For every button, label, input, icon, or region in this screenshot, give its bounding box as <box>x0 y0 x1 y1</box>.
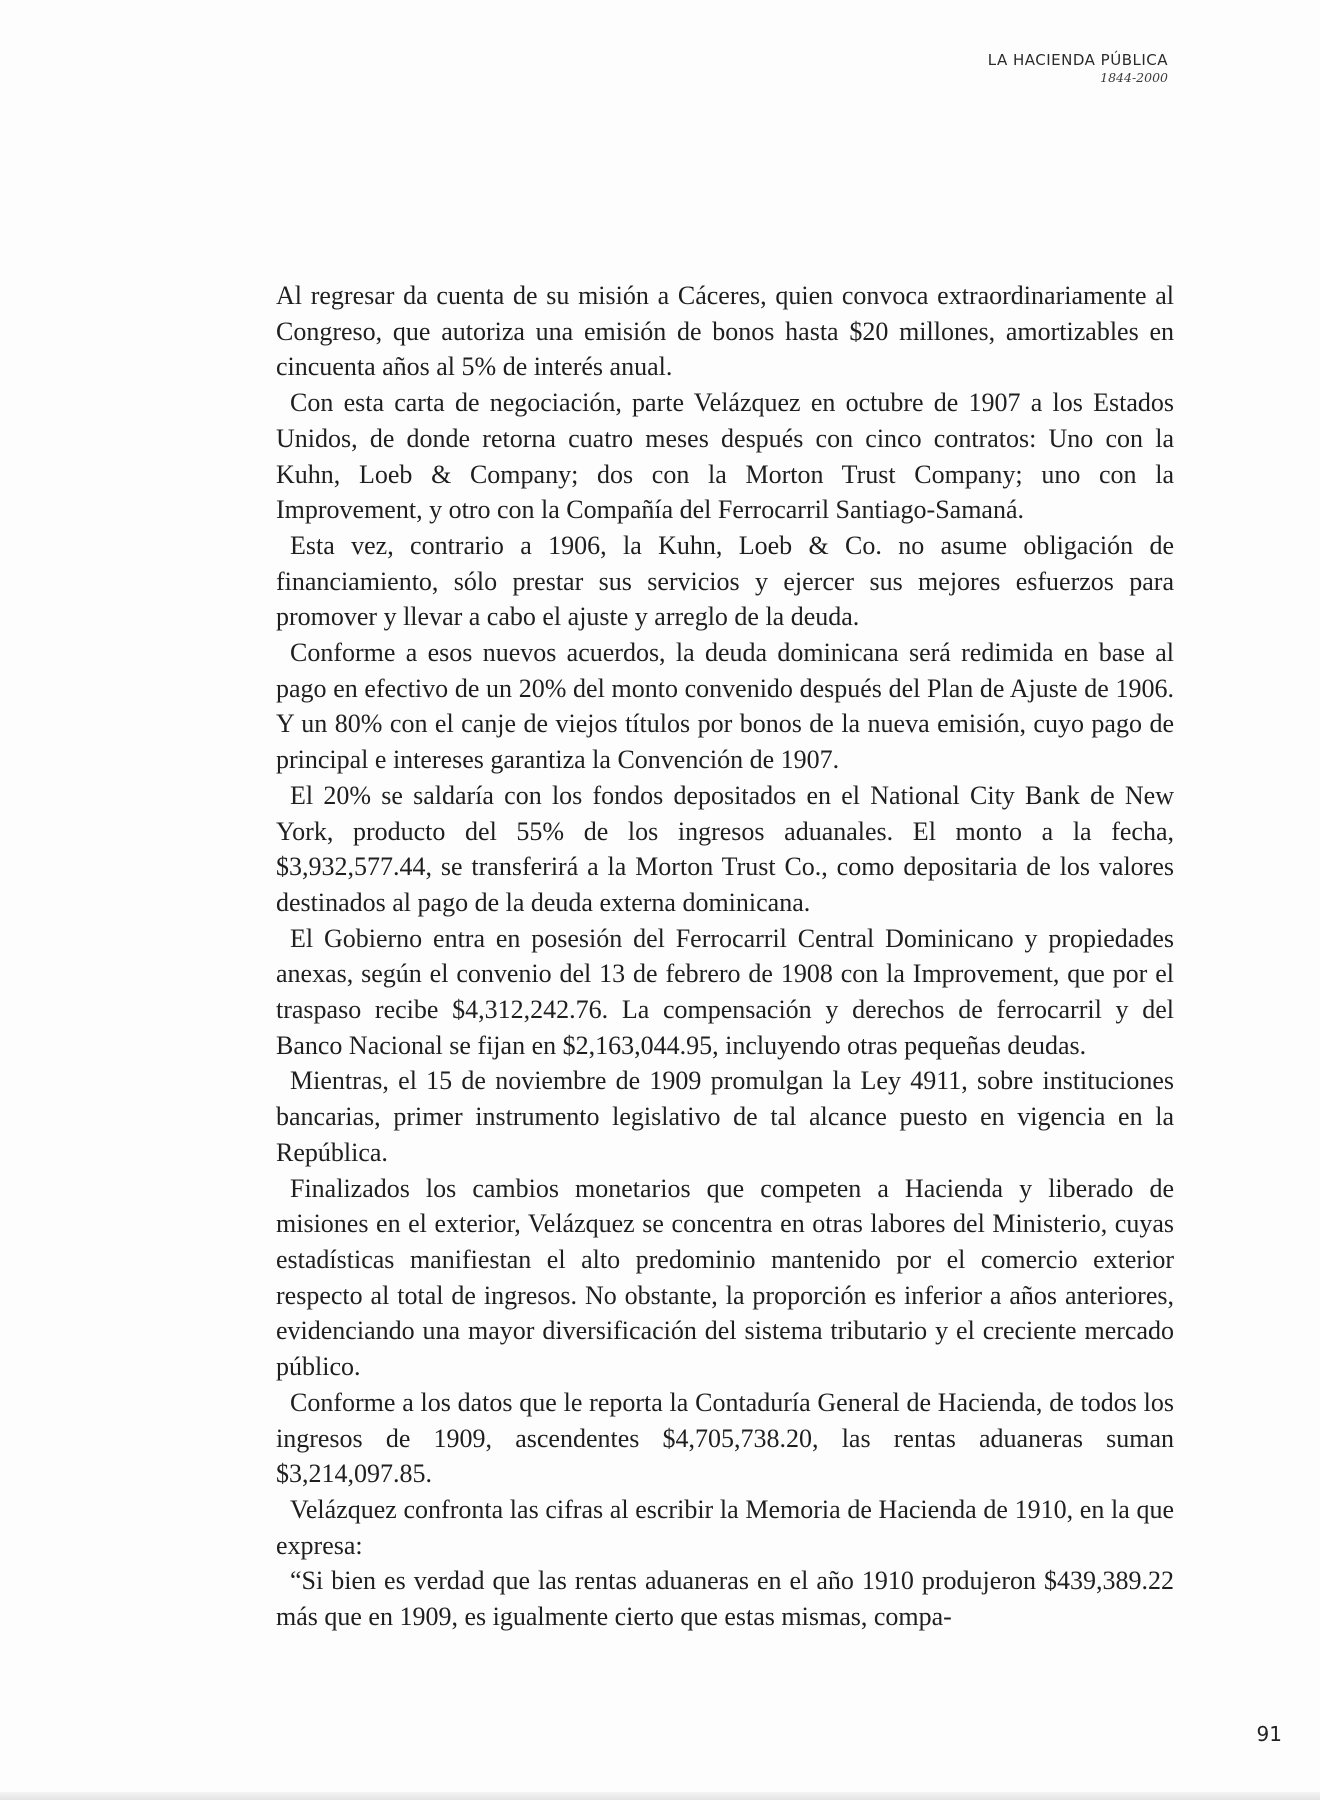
paragraph: Con esta carta de negociación, parte Velázquez en octubre de 1907 a los Estados Unidos, de donde retorna cuatro meses después con cinco contratos: Uno con la Kuhn, Loeb & Company; dos con la Morton Trust Company; uno con la Improvement, y otro con la Compañía del Ferrocarril Santiago-Samaná. <box>276 388 1174 525</box>
paragraph: Mientras, el 15 de noviembre de 1909 promulgan la Ley 4911, sobre instituciones bancarias, primer instrumento legislativo de tal alcance puesto en vigencia en la República. <box>276 1066 1174 1167</box>
paragraph: Velázquez confronta las cifras al escribir la Memoria de Hacienda de 1910, en la que expresa: <box>276 1494 1174 1560</box>
paragraph: Conforme a esos nuevos acuerdos, la deuda dominicana será redimida en base al pago en efectivo de un 20% del monto convenido después del Plan de Ajuste de 1906. Y un 80% con el canje de viejos títulos por bonos de la nueva emisión, cuyo pago de principal e intereses garantiza la Convención de 1907. <box>276 638 1174 775</box>
paragraph: “Si bien es verdad que las rentas aduaneras en el año 1910 produjeron $439,389.22 más que en 1909, es igualmente cierto que estas mismas, compa- <box>276 1566 1174 1632</box>
running-header-years: 1844-2000 <box>1100 70 1168 85</box>
paragraph: Al regresar da cuenta de su misión a Cáceres, quien convoca extraordinariamente al Congreso, que autoriza una emisión de bonos hasta $20 millones, amortizables en cincuenta años al 5% de interés anual. <box>276 281 1174 382</box>
running-header-title: LA HACIENDA PÚBLICA <box>987 51 1168 69</box>
paragraph: El Gobierno entra en posesión del Ferrocarril Central Dominicano y propiedades anexas, según el convenio del 13 de febrero de 1908 con la Improvement, que por el traspaso recibe $4,312,242.76. La compensación y derechos de ferrocarril y del Banco Nacional se fijan en $2,163,044.95, incluyendo otras pequeñas deudas. <box>276 923 1174 1060</box>
paragraph: Finalizados los cambios monetarios que competen a Hacienda y liberado de misiones en el exterior, Velázquez se concentra en otras labores del Ministerio, cuyas estadísticas manifiestan el alto predominio mantenido por el comercio exterior respecto al total de ingresos. No obstante, la proporción es inferior a años anteriores, evidenciando una mayor diversificación del sistema tributario y el creciente mercado público. <box>276 1173 1174 1382</box>
paragraph: Conforme a los datos que le reporta la Contaduría General de Hacienda, de todos los ingresos de 1909, ascendentes $4,705,738.20, las rentas aduaneras suman $3,214,097.85. <box>276 1387 1174 1489</box>
page-number: 91 <box>1256 1722 1282 1746</box>
body-text <box>276 278 1174 1635</box>
page-bottom-edge <box>0 1792 1320 1800</box>
running-header <box>988 50 1168 86</box>
paragraph: Esta vez, contrario a 1906, la Kuhn, Loeb & Co. no asume obligación de financiamiento, sólo prestar sus servicios y ejercer sus mejores esfuerzos para promover y llevar a cabo el ajuste y arreglo de la deuda. <box>276 530 1174 632</box>
paragraph: El 20% se saldaría con los fondos depositados en el National City Bank de New York, producto del 55% de los ingresos aduanales. El monto a la fecha, $3,932,577.44, se transferirá a la Morton Trust Co., como depositaria de los valores destinados al pago de la deuda externa dominicana. <box>276 780 1174 917</box>
